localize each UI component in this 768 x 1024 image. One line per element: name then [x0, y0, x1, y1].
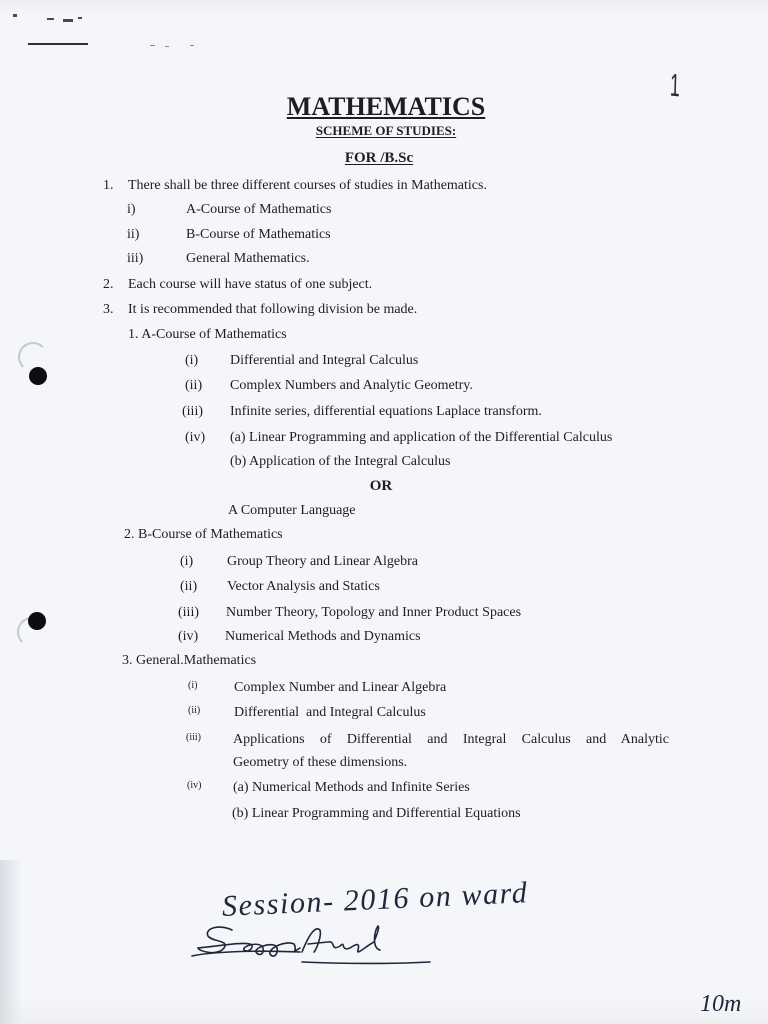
paper-label: (iv) — [185, 430, 206, 445]
paper-title: Numerical Methods and Dynamics — [225, 629, 421, 644]
paper-label: (iv) — [187, 780, 202, 791]
or-separator: OR — [369, 478, 393, 494]
paper-title: Complex Numbers and Analytic Geometry. — [230, 378, 473, 393]
handwritten-signature — [190, 922, 440, 972]
scan-mark — [150, 45, 155, 46]
paper-title: Geometry of these dimensions. — [233, 755, 408, 770]
paper-title: Complex Number and Linear Algebra — [234, 680, 447, 695]
paper-title: Number Theory, Topology and Inner Product Spaces — [226, 605, 522, 620]
point-number: 3. — [103, 302, 114, 317]
document-title: MATHEMATICS — [286, 92, 486, 121]
paper-title: (b) Application of the Integral Calculus — [230, 454, 451, 469]
course-name: A-Course of Mathematics — [186, 202, 332, 217]
paper-label: (iv) — [178, 629, 199, 644]
paper-label: (ii) — [188, 705, 201, 716]
division-heading: 1. A-Course of Mathematics — [128, 327, 287, 342]
paper-title: (a) Numerical Methods and Infinite Series — [233, 780, 470, 795]
scan-mark — [165, 46, 169, 47]
scan-line — [28, 43, 88, 45]
paper-title: Differential and Integral Calculus — [230, 353, 419, 368]
paper-label: (i) — [180, 554, 194, 569]
paper-title: Group Theory and Linear Algebra — [227, 554, 419, 569]
scan-edge-shadow — [0, 860, 22, 1024]
paper-label: (ii) — [185, 378, 203, 393]
punch-hole — [29, 367, 47, 385]
paper-title: (a) Linear Programming and application of the Differential Calculus — [230, 430, 613, 445]
handwritten-session-note: Session- 2016 on ward — [221, 876, 530, 923]
paper-label: (iii) — [186, 732, 201, 743]
paper-label: (iii) — [182, 404, 203, 419]
scheme-heading: SCHEME OF STUDIES: — [315, 123, 457, 138]
punch-hole — [28, 612, 46, 630]
division-heading: 3. General.Mathematics — [122, 653, 257, 668]
paper-label: (iii) — [178, 605, 199, 620]
course-name: General Mathematics. — [186, 251, 310, 266]
scan-mark — [78, 17, 82, 19]
scan-mark — [190, 45, 194, 46]
course-label: ii) — [127, 227, 140, 242]
point-text: It is recommended that following division be made. — [128, 302, 418, 317]
paper-title: Differential and Integral Calculus — [234, 705, 426, 720]
paper-title: Applications of Differential and Integral Calculus and Analytic — [233, 732, 669, 747]
paper-label: (i) — [188, 680, 198, 691]
paper-label: (ii) — [180, 579, 198, 594]
paper-title: Vector Analysis and Statics — [227, 579, 380, 594]
paper-title: (b) Linear Programming and Differential Equations — [232, 806, 521, 821]
point-number: 1. — [103, 178, 114, 193]
course-label: i) — [127, 202, 136, 217]
course-name: B-Course of Mathematics — [186, 227, 331, 242]
program-heading: FOR /B.Sc — [344, 150, 414, 166]
handwritten-page-number: 1 — [669, 66, 681, 104]
scan-mark — [13, 14, 17, 17]
paper-title: Infinite series, differential equations Laplace transform. — [230, 404, 542, 419]
scan-mark — [63, 19, 73, 22]
division-heading: 2. B-Course of Mathematics — [124, 527, 283, 542]
scan-mark — [47, 18, 54, 20]
point-number: 2. — [103, 277, 114, 292]
handwritten-margin-note: 10m — [700, 991, 742, 1017]
course-label: iii) — [127, 251, 144, 266]
paper-label: (i) — [185, 353, 199, 368]
point-text: Each course will have status of one subject. — [128, 277, 373, 292]
alternative-paper: A Computer Language — [228, 503, 356, 518]
point-text: There shall be three different courses of studies in Mathematics. — [128, 178, 487, 193]
